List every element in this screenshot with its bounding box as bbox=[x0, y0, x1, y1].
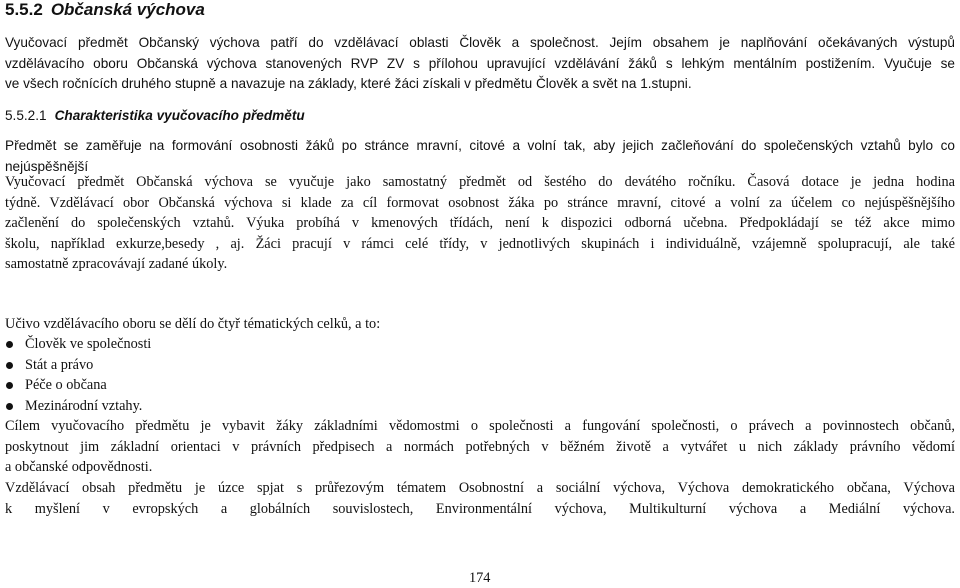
goals-line: a občanské odpovědnosti. bbox=[5, 459, 153, 475]
topic-label: Člověk ve společnosti bbox=[25, 336, 152, 352]
bullet-icon bbox=[6, 382, 13, 389]
section-title: Občanská výchova bbox=[50, 0, 205, 19]
subsection-heading bbox=[5, 108, 305, 123]
goals-line: Cílem vyučovacího předmětu je vybavit žáky základními vědomostmi o společnosti a fungování společnosti, o právech a povinnostech občanů, bbox=[5, 418, 955, 434]
subsection-title: Charakteristika vyučovacího předmětu bbox=[54, 108, 305, 123]
topic-label: Stát a právo bbox=[25, 356, 94, 373]
organization-line: školu, například exkurze,besedy , aj. Žáci pracují v rámci celé třídy, v jednotlivých skupinách i individuálně, vzájemně spolupracují, ale také bbox=[5, 235, 955, 252]
bullet-icon bbox=[6, 403, 13, 410]
goals-line: poskytnout jim základní orientaci v právních předpisech a normách potřebných v běžném životě a vytvářet u nich základy právního vědomí bbox=[5, 438, 955, 455]
curriculum-intro-line: Učivo vzdělávacího oboru se dělí do čtyř tématických celků, a to: bbox=[5, 316, 381, 332]
organization-line: samostatně zpracovávají zadané úkoly. bbox=[5, 256, 228, 272]
subsection-number: 5.5.2.1 bbox=[5, 108, 47, 123]
list-item bbox=[5, 375, 955, 396]
goals-paragraph bbox=[5, 416, 955, 478]
bullet-icon bbox=[6, 362, 13, 369]
bullet-icon bbox=[6, 341, 13, 348]
organization-line: Vyučovací předmět Občanská výchova se vyučuje jako samostatný předmět od šestého do devátého ročníku. Časová dotace je jedna hodina bbox=[5, 174, 955, 190]
content-line: k myšlení v evropských a globálních souvislostech, Environmentální výchova, Multikulturní výchova a Mediální výchova. bbox=[5, 500, 955, 517]
section-heading bbox=[5, 0, 205, 20]
characteristics-line: Předmět se zaměřuje na formování osobnosti žáků po stránce mravní, citové a volní tak, aby jejich začleňování do společenských vztahů bylo co bbox=[5, 138, 955, 153]
characteristics-paragraph bbox=[5, 136, 955, 177]
intro-line: vzdělávacího oboru Občanská výchova stanovených RVP ZV s přílohou upravující vzdělávání žáků s lehkým mentálním postižením. Vyučuje se bbox=[5, 55, 955, 71]
topic-list bbox=[5, 334, 955, 416]
page-number: 174 bbox=[469, 570, 491, 586]
organization-paragraph bbox=[5, 172, 955, 275]
document-page bbox=[5, 0, 955, 588]
curriculum-intro bbox=[5, 314, 955, 335]
organization-line: týdně. Vzdělávací obor Občanská výchova si klade za cíl formovat osobnost žáka po stránce mravní, citové a volní za účelem co nejúspěšnějšího bbox=[5, 194, 955, 211]
organization-line: začlenění do společenských vztahů. Výuka probíhá v kmenových třídách, není k dispozici odborná učebna. Předpokládají se též akce mimo bbox=[5, 215, 955, 231]
topic-label: Péče o občana bbox=[25, 377, 107, 393]
topic-label: Mezinárodní vztahy. bbox=[25, 397, 143, 414]
section-number: 5.5.2 bbox=[5, 0, 43, 19]
list-item bbox=[5, 396, 955, 417]
content-line: Vzdělávací obsah předmětu je úzce spjat s průřezovým tématem Osobnostní a sociální výchova, Výchova demokratického občana, Výchova bbox=[5, 480, 955, 496]
intro-line: ve všech ročnících druhého stupně a navazuje na základy, které žáci získali v předmětu Člověk a svět na 1.stupni. bbox=[5, 76, 692, 91]
content-paragraph bbox=[5, 478, 955, 519]
list-item bbox=[5, 355, 955, 376]
characteristics-line: nejúspěšnější bbox=[5, 158, 89, 174]
list-item bbox=[5, 334, 955, 355]
intro-line: Vyučovací předmět Občanský výchova patří do vzdělávací oblasti Člověk a společnost. Jejím obsahem je naplňování očekávaných výstupů bbox=[5, 35, 955, 50]
intro-paragraph bbox=[5, 33, 955, 95]
